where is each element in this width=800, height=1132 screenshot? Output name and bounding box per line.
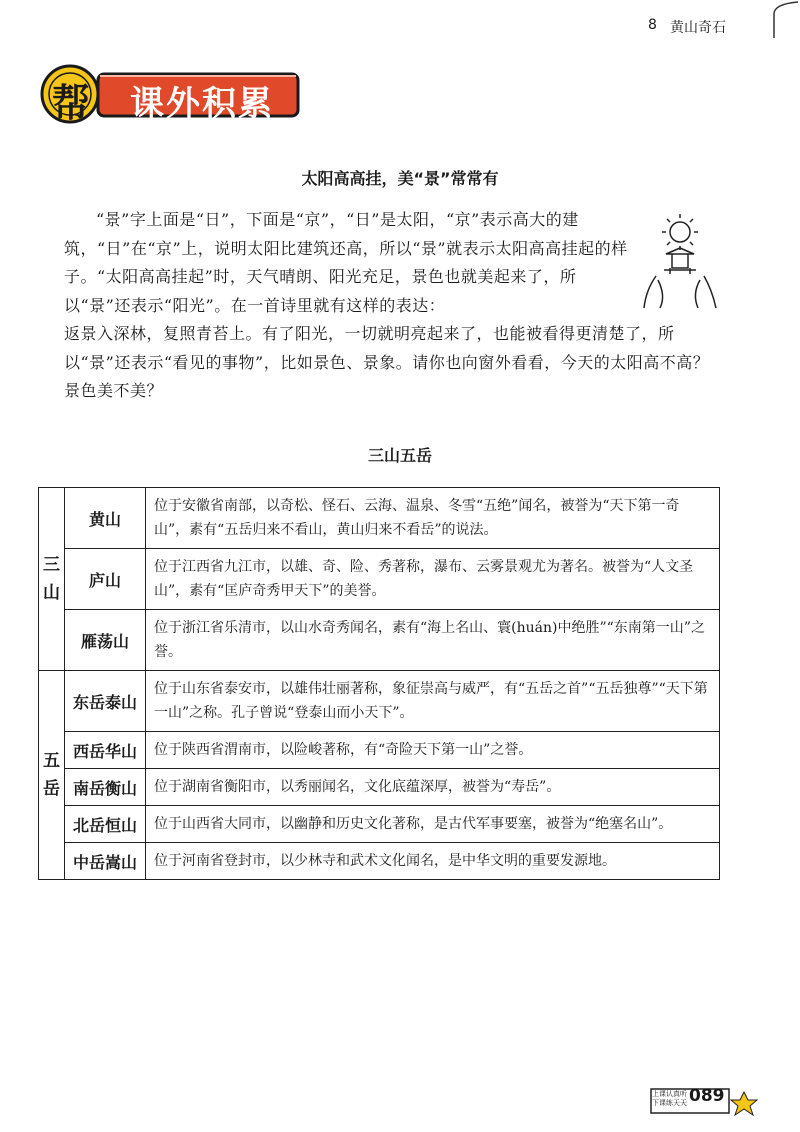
mountain-desc: 位于陕西省渭南市，以险峻著称，有“奇险天下第一山”之誉。 <box>146 732 720 769</box>
jing-paragraph-rest: 返景入深林，复照青苔上。有了阳光，一切就明亮起来了，也能被看得更清楚了，所以“景”还表示“看见的事物”，比如景色、景象。请你也向窗外看看，今天的太阳高不高？景色美不美？ <box>64 324 710 400</box>
chapter-title: 黄山奇石 <box>670 20 726 36</box>
table-row <box>39 610 720 671</box>
mountain-desc: 位于山东省泰安市，以雄伟壮丽著称，象征崇高与威严，有“五岳之首”“五岳独尊”“天下第一山”之称。孔子曾说“登泰山而小天下”。 <box>146 671 720 732</box>
mountains-table <box>38 487 720 880</box>
table-row <box>39 769 720 806</box>
mountain-name: 北岳恒山 <box>65 806 146 843</box>
group-label-sanshan: 三山 <box>39 488 65 671</box>
mountain-desc: 位于湖南省衡阳市，以秀丽闻名，文化底蕴深厚，被誉为“寿岳”。 <box>146 769 720 806</box>
page-number: 089 <box>689 1086 725 1106</box>
mountain-name: 南岳衡山 <box>65 769 146 806</box>
footer-tagline <box>652 1090 690 1108</box>
table-row <box>39 488 720 549</box>
jing-paragraph-indented: “景”字上面是“日”，下面是“京”，“日”是太阳，“京”表示高大的建筑，“日”在“京”上，说明太阳比建筑还高，所以“景”就表示太阳高高挂起的样子。“太阳高高挂起”时，天气晴朗、阳光充足，景色也就美起来了，所以“景”还表示“阳光”。在一首诗里就有这样的表达： <box>64 210 628 315</box>
footer-tagline-line1: 上课认真听 <box>652 1090 687 1098</box>
footer-tagline-line2: 下课练天天 <box>652 1099 687 1107</box>
table-row <box>39 732 720 769</box>
banner-title: 课外积累 <box>130 84 274 124</box>
sun-over-building-illustration <box>636 210 718 310</box>
mountain-name: 雁荡山 <box>65 610 146 671</box>
mountain-name: 西岳华山 <box>65 732 146 769</box>
mountain-desc: 位于安徽省南部，以奇松、怪石、云海、温泉、冬雪“五绝”闻名，被誉为“天下第一奇山”，素有“五岳归来不看山，黄山归来不看岳”的说法。 <box>146 488 720 549</box>
table-row <box>39 843 720 880</box>
mountain-name: 黄山 <box>65 488 146 549</box>
chapter-number: 8 <box>648 17 657 33</box>
section-title-mountains: 三山五岳 <box>367 446 432 465</box>
section-title-jing: 太阳高高挂，美“景”常常有 <box>301 169 499 188</box>
mountain-name: 庐山 <box>65 549 146 610</box>
table-row <box>39 549 720 610</box>
page-corner-curve <box>730 0 800 40</box>
mountain-name: 东岳泰山 <box>65 671 146 732</box>
group-label-wuyue: 五岳 <box>39 671 65 880</box>
table-row <box>39 806 720 843</box>
table-row <box>39 671 720 732</box>
mountain-name: 中岳嵩山 <box>65 843 146 880</box>
mountain-desc: 位于江西省九江市，以雄、奇、险、秀著称，瀑布、云雾景观尤为著名。被誉为“人文圣山”，素有“匡庐奇秀甲天下”的美誉。 <box>146 549 720 610</box>
mountain-desc: 位于浙江省乐清市，以山水奇秀闻名，素有“海上名山、寰(huán)中绝胜”“东南第一山”之誉。 <box>146 610 720 671</box>
mountain-desc: 位于河南省登封市，以少林寺和武术文化闻名，是中华文明的重要发源地。 <box>146 843 720 880</box>
mountain-desc: 位于山西省大同市，以幽静和历史文化著称，是古代军事要塞，被誉为“绝塞名山”。 <box>146 806 720 843</box>
banner-badge: 帮 <box>52 81 91 125</box>
